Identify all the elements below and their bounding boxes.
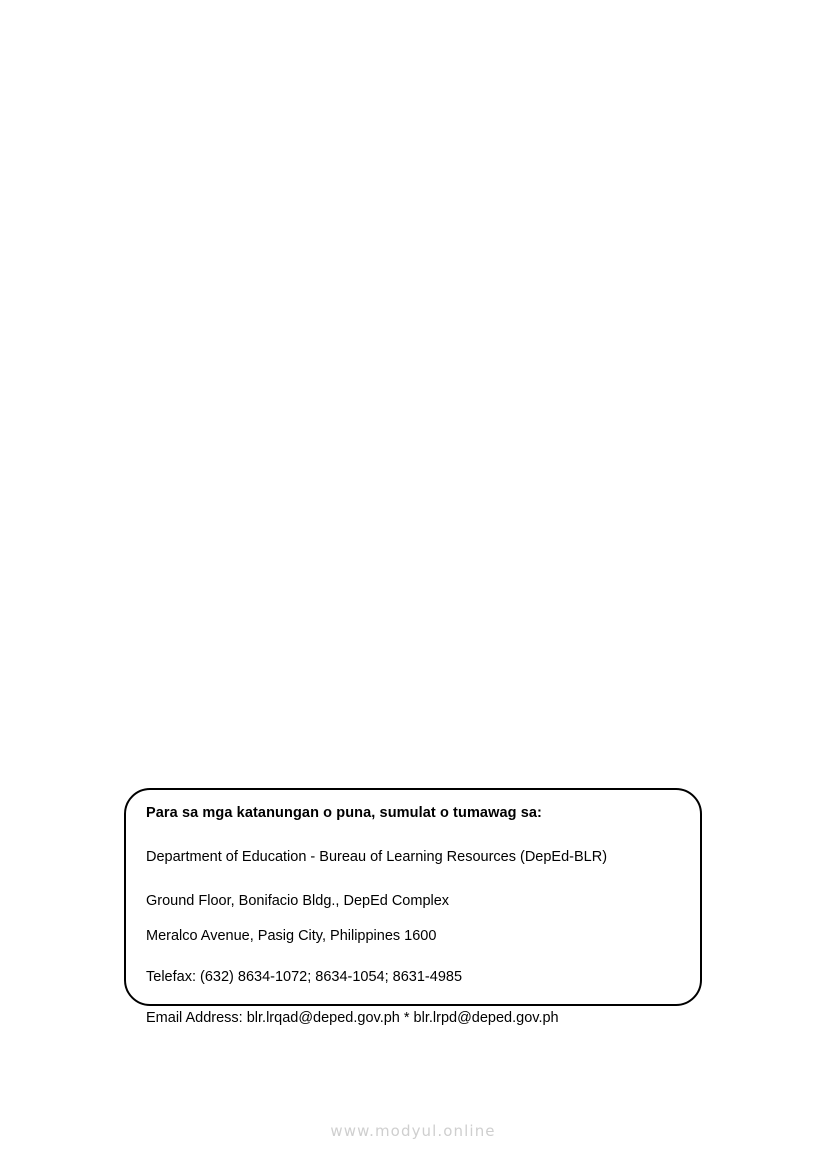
contact-address-line-1: Ground Floor, Bonifacio Bldg., DepEd Complex bbox=[146, 893, 450, 910]
contact-address-line-2: Meralco Avenue, Pasig City, Philippines 1600 bbox=[146, 927, 437, 944]
contact-department: Department of Education - Bureau of Learning Resources (DepEd-BLR) bbox=[146, 848, 608, 865]
page-watermark: www.modyul.online bbox=[330, 1122, 496, 1140]
contact-info-content bbox=[146, 804, 682, 1043]
contact-heading: Para sa mga katanungan o puna, sumulat o tumawag sa: bbox=[146, 805, 542, 821]
contact-info-box bbox=[124, 788, 702, 1027]
contact-telefax: Telefax: (632) 8634-1072; 8634-1054; 8631-4985 bbox=[146, 968, 463, 985]
contact-email: Email Address: blr.lrqad@deped.gov.ph * blr.lrpd@deped.gov.ph bbox=[146, 1010, 559, 1027]
